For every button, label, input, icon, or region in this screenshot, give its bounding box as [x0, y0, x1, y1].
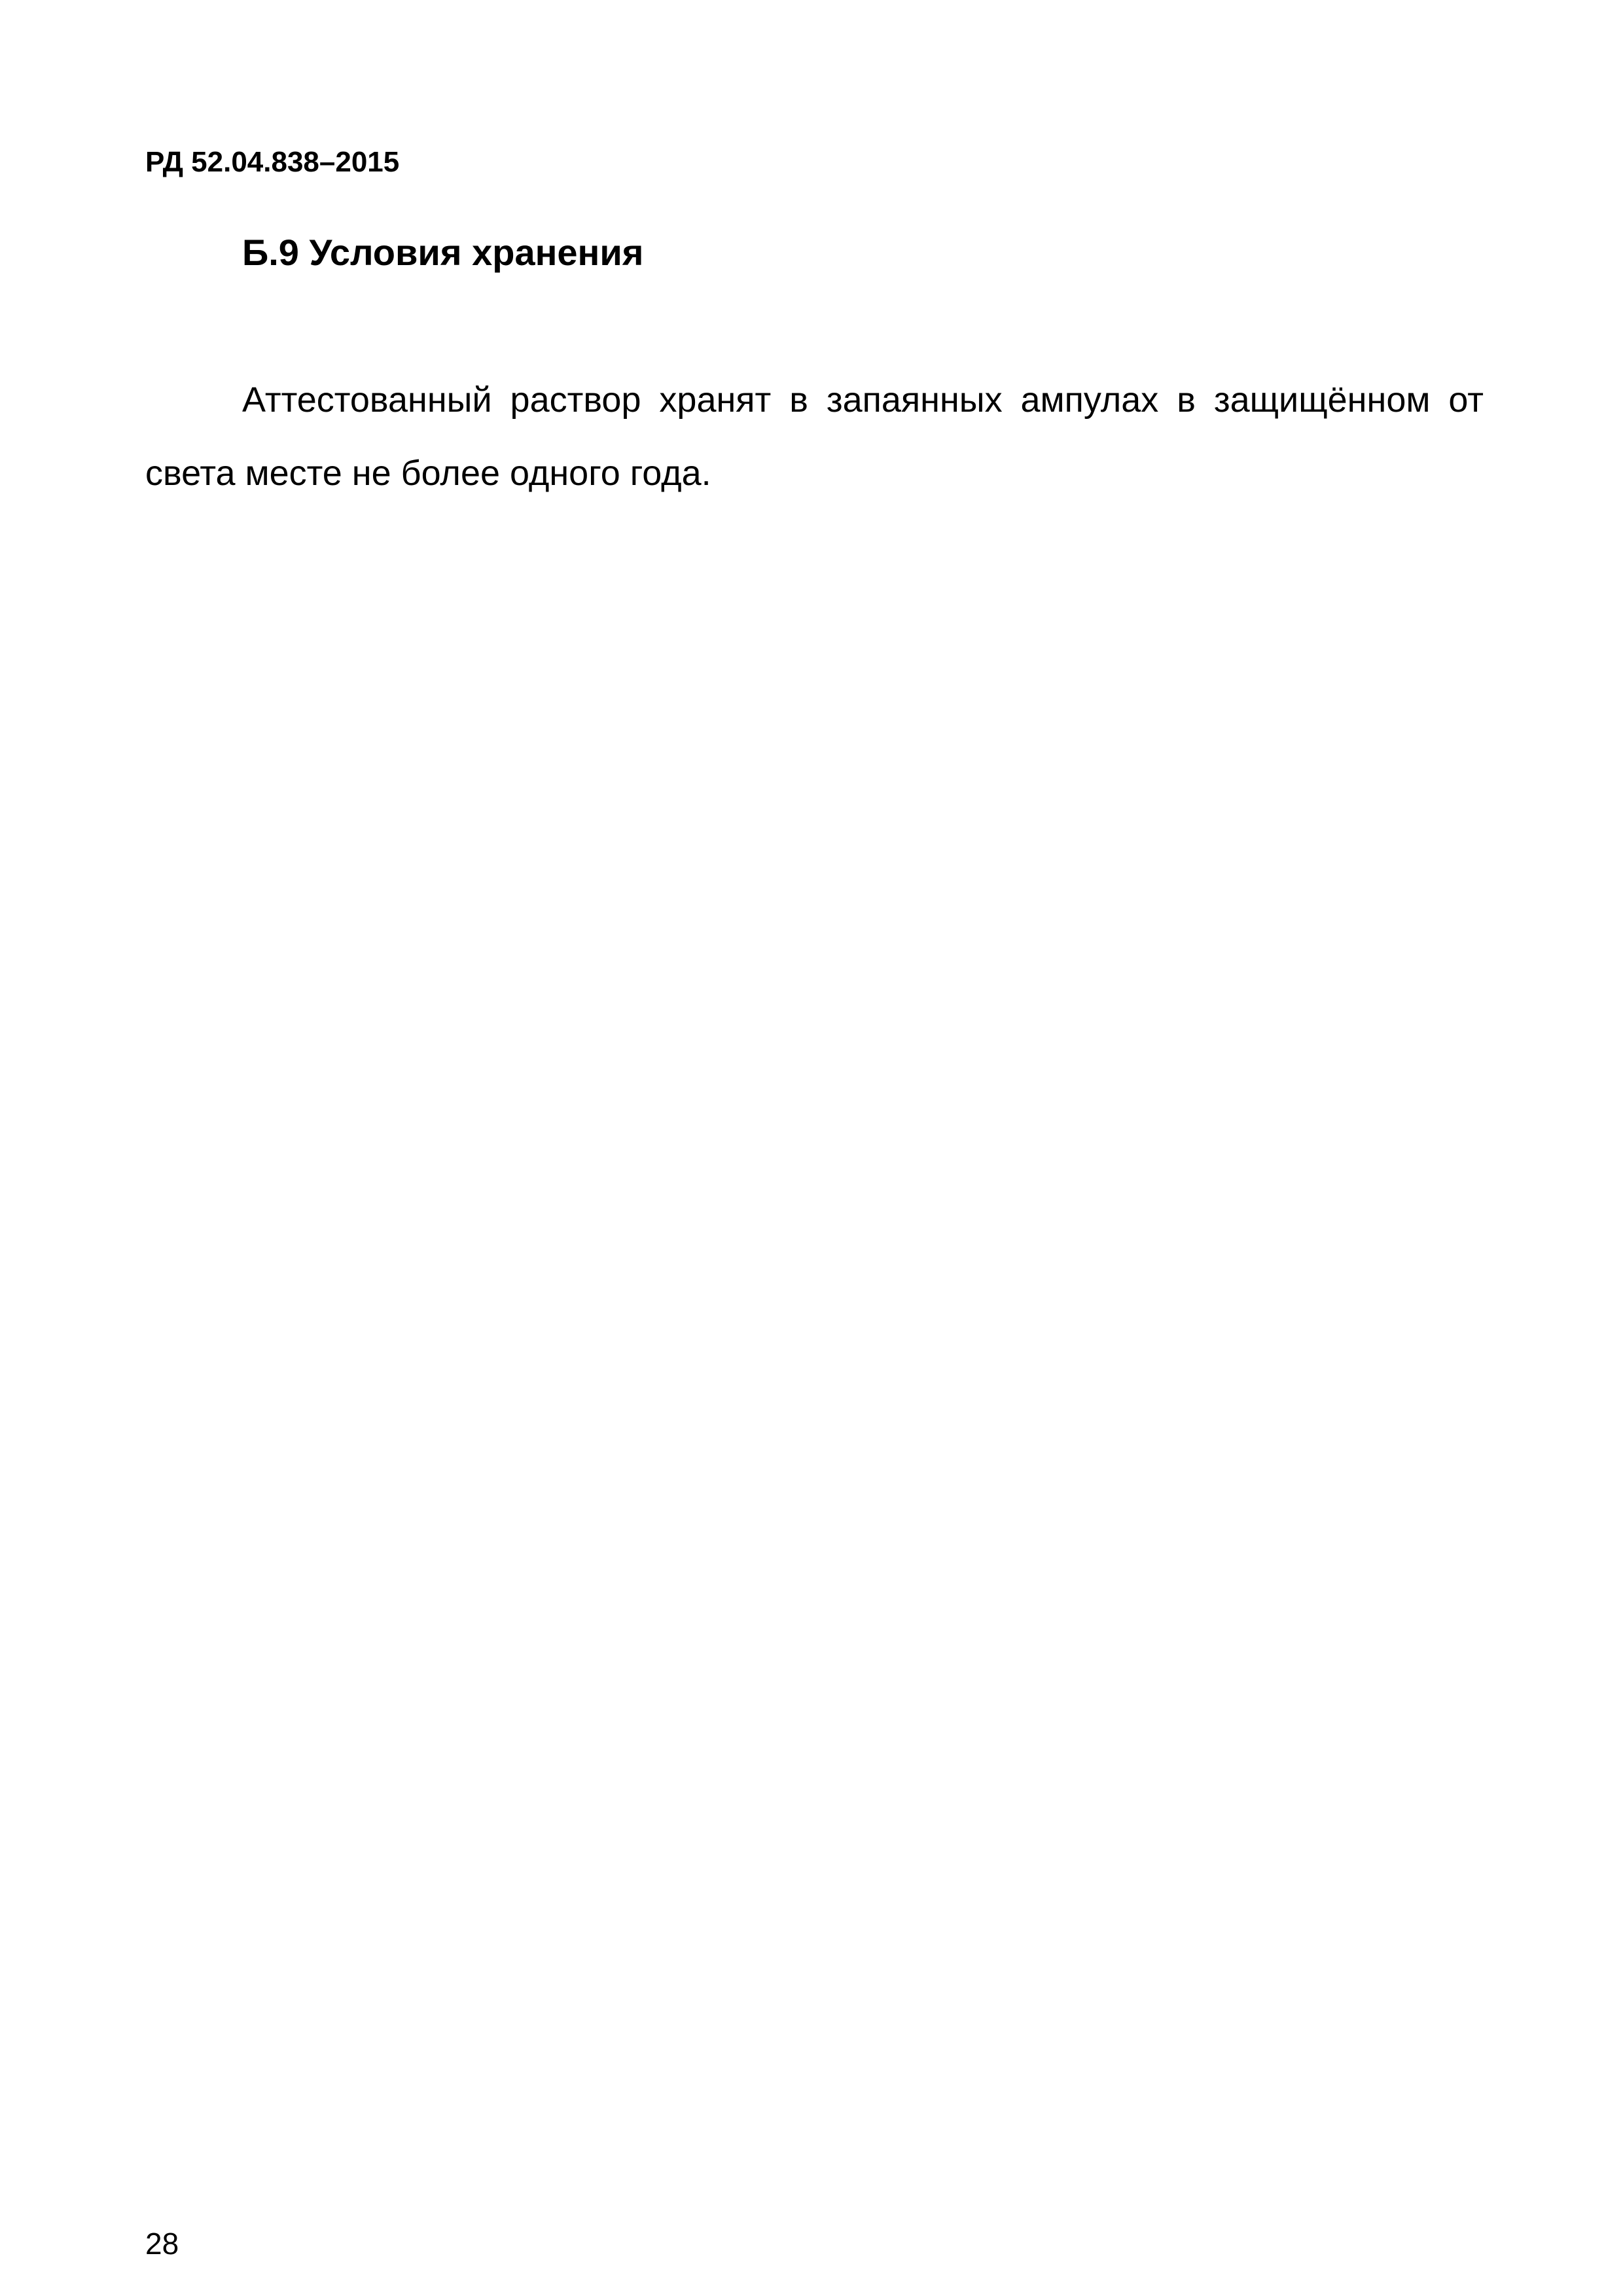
section-paragraph: Аттестованный раствор хранят в запаянных ампулах в защищённом от света месте не более одного года.	[145, 380, 1484, 493]
section-heading: Б.9 Условия хранения	[242, 232, 644, 273]
document-code: РД 52.04.838–2015	[145, 146, 400, 178]
page-number: 28	[145, 2227, 179, 2261]
